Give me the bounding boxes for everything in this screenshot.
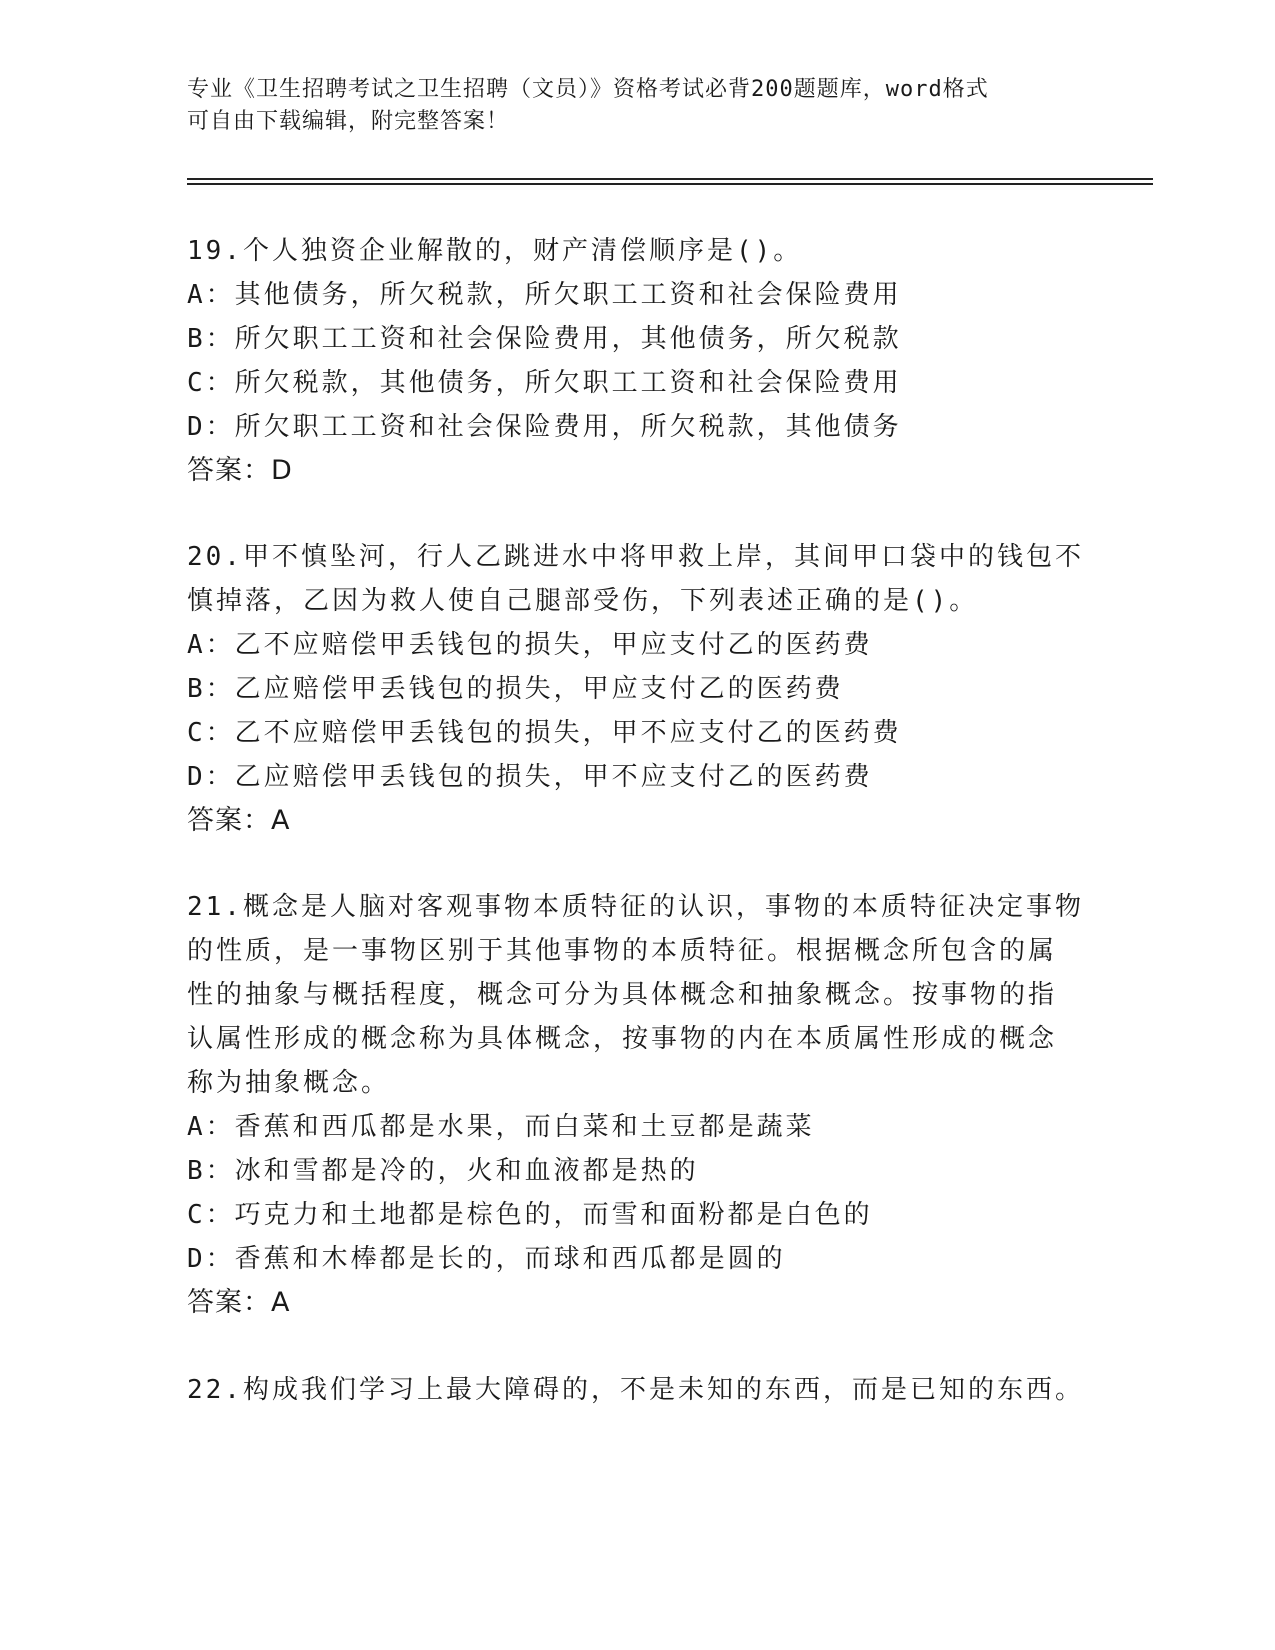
question-20-answer: 答案：A bbox=[187, 805, 291, 836]
question-20-text-line-1: 20.甲不慎坠河，行人乙跳进水中将甲救上岸，其间甲口袋中的钱包不 bbox=[187, 542, 1084, 572]
header-divider-top bbox=[187, 178, 1153, 180]
document-header bbox=[187, 74, 1067, 138]
header-line-2: 可自由下载编辑，附完整答案！ bbox=[187, 109, 510, 134]
question-21-answer: 答案：A bbox=[187, 1287, 291, 1318]
question-19-option-a: A：其他债务，所欠税款，所欠职工工资和社会保险费用 bbox=[187, 280, 902, 310]
question-20-text-line-2: 慎掉落，乙因为救人使自己腿部受伤，下列表述正确的是()。 bbox=[187, 586, 979, 616]
question-20-option-c: C：乙不应赔偿甲丢钱包的损失，甲不应支付乙的医药费 bbox=[187, 718, 902, 748]
question-19-option-c: C：所欠税款，其他债务，所欠职工工资和社会保险费用 bbox=[187, 368, 902, 398]
question-21-option-b: B：冰和雪都是冷的，火和血液都是热的 bbox=[187, 1156, 699, 1186]
question-22-text: 22.构成我们学习上最大障碍的，不是未知的东西，而是已知的东西。 bbox=[187, 1375, 1084, 1405]
question-20-option-a: A：乙不应赔偿甲丢钱包的损失，甲应支付乙的医药费 bbox=[187, 630, 873, 660]
question-20-option-b: B：乙应赔偿甲丢钱包的损失，甲应支付乙的医药费 bbox=[187, 674, 844, 704]
question-19-option-b: B：所欠职工工资和社会保险费用，其他债务，所欠税款 bbox=[187, 324, 902, 354]
header-line-1: 专业《卫生招聘考试之卫生招聘（文员）》资格考试必背200题题库，word格式 bbox=[187, 77, 989, 102]
question-19-answer: 答案：D bbox=[187, 455, 293, 486]
question-19-option-d: D：所欠职工工资和社会保险费用，所欠税款，其他债务 bbox=[187, 412, 902, 442]
question-21-text-line-4: 认属性形成的概念称为具体概念，按事物的内在本质属性形成的概念 bbox=[187, 1024, 1058, 1054]
question-21-text-line-2: 的性质，是一事物区别于其他事物的本质特征。根据概念所包含的属 bbox=[187, 936, 1058, 966]
question-21-text-line-3: 性的抽象与概括程度，概念可分为具体概念和抽象概念。按事物的指 bbox=[187, 980, 1058, 1010]
question-20-option-d: D：乙应赔偿甲丢钱包的损失，甲不应支付乙的医药费 bbox=[187, 762, 873, 792]
question-21-option-d: D：香蕉和木棒都是长的，而球和西瓜都是圆的 bbox=[187, 1244, 786, 1274]
header-divider-bottom bbox=[187, 183, 1153, 185]
question-21-option-a: A：香蕉和西瓜都是水果，而白菜和土豆都是蔬菜 bbox=[187, 1112, 815, 1142]
question-19-text: 19.个人独资企业解散的，财产清偿顺序是()。 bbox=[187, 236, 803, 266]
question-21-text-line-1: 21.概念是人脑对客观事物本质特征的认识，事物的本质特征决定事物 bbox=[187, 892, 1084, 922]
question-21-text-line-5: 称为抽象概念。 bbox=[187, 1068, 391, 1098]
question-21-option-c: C：巧克力和土地都是棕色的，而雪和面粉都是白色的 bbox=[187, 1200, 873, 1230]
